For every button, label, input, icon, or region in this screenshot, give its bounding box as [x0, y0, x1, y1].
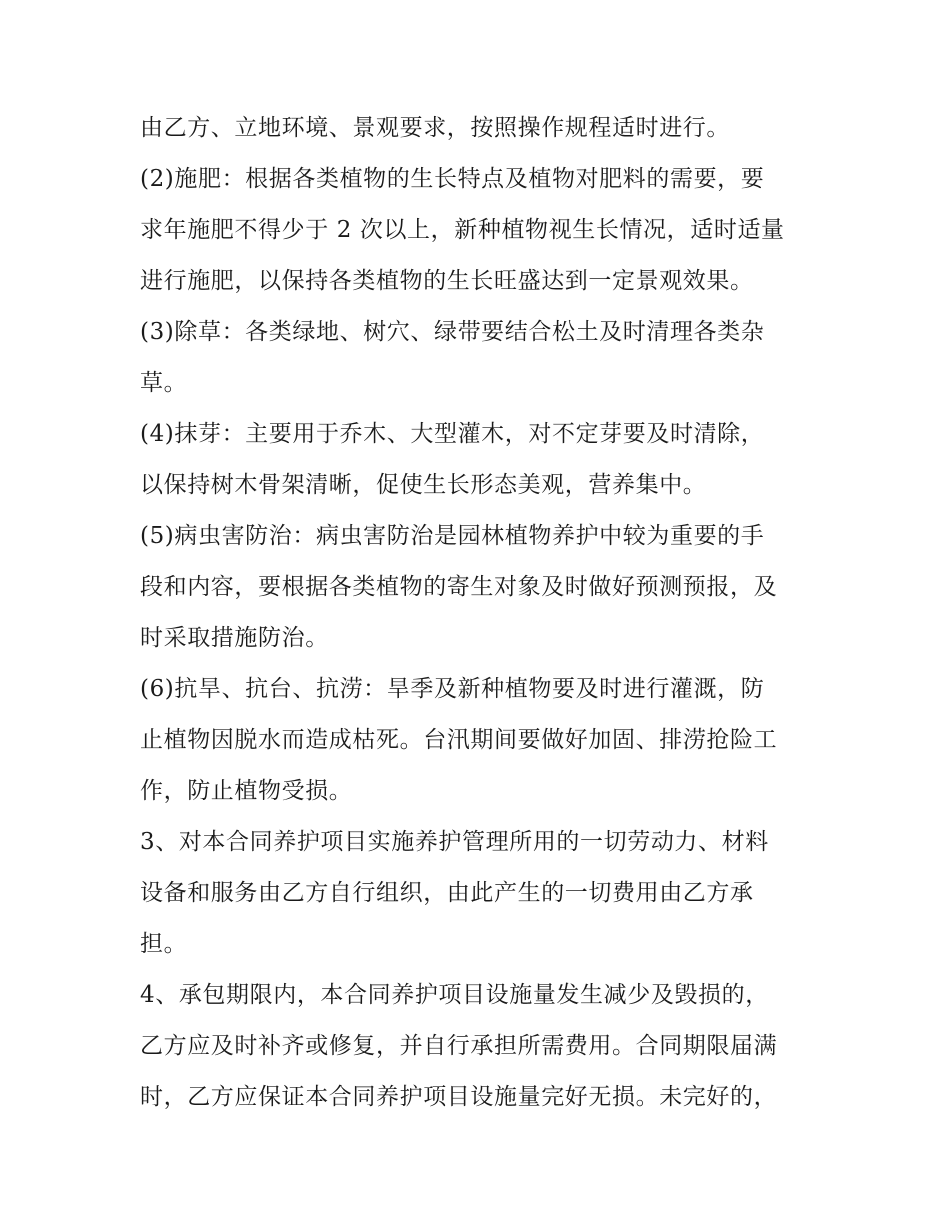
text-line: (6)抗旱、抗台、抗涝：旱季及新种植物要及时进行灌溉，防 — [140, 676, 765, 702]
text-line: 作，防止植物受损。 — [140, 778, 353, 804]
text-line: 段和内容，要根据各类植物的寄生对象及时做好预测预报，及 — [140, 574, 778, 600]
text-line: 以保持树木骨架清晰，促使生长形态美观，营养集中。 — [140, 472, 707, 498]
text-line: 由乙方、立地环境、景观要求，按照操作规程适时进行。 — [140, 115, 730, 141]
text-line: 进行施肥，以保持各类植物的生长旺盛达到一定景观效果。 — [140, 268, 754, 294]
text-line: (5)病虫害防治：病虫害防治是园林植物养护中较为重要的手 — [140, 523, 765, 549]
text-line: 3、对本合同养护项目实施养护管理所用的一切劳动力、材料 — [140, 829, 769, 855]
text-line: 草。 — [140, 370, 188, 396]
text-line: (3)除草：各类绿地、树穴、绿带要结合松土及时清理各类杂 — [140, 319, 765, 345]
text-line: 时，乙方应保证本合同养护项目设施量完好无损。未完好的， — [140, 1084, 778, 1110]
text-line: 时采取措施防治。 — [140, 625, 329, 651]
text-line: (2)施肥：根据各类植物的生长特点及植物对肥料的需要，要 — [140, 166, 765, 192]
document-body — [140, 103, 820, 1123]
text-line: 设备和服务由乙方自行组织，由此产生的一切费用由乙方承 — [140, 880, 754, 906]
text-line: 乙方应及时补齐或修复，并自行承担所需费用。合同期限届满 — [140, 1033, 778, 1059]
text-line: 4、承包期限内，本合同养护项目设施量发生减少及毁损的， — [140, 982, 769, 1008]
text-line: 担。 — [140, 931, 188, 957]
text-line: 求年施肥不得少于 2 次以上，新种植物视生长情况，适时适量 — [140, 217, 785, 243]
text-line: (4)抹芽：主要用于乔木、大型灌木，对不定芽要及时清除， — [140, 421, 765, 447]
text-line: 止植物因脱水而造成枯死。台汛期间要做好加固、排涝抢险工 — [140, 727, 778, 753]
